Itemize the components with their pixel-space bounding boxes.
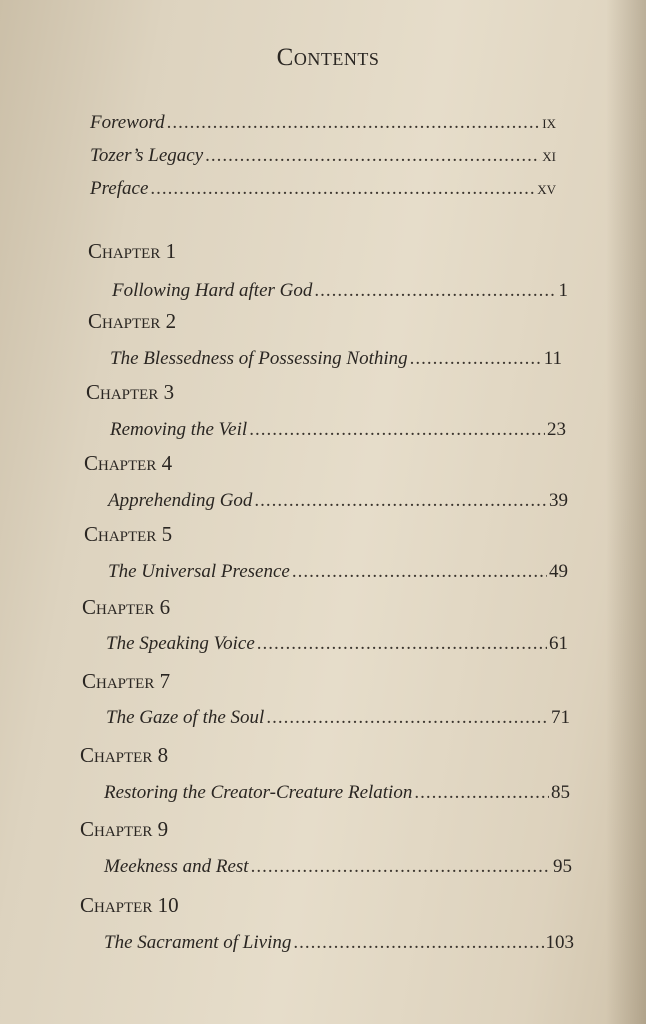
leader-dots (249, 419, 545, 441)
leader-dots (251, 856, 551, 878)
toc-entry-chapter-6 (106, 633, 568, 663)
toc-entry-chapter-10 (104, 932, 574, 962)
toc-entry-page: 1 (558, 280, 568, 301)
chapter-heading-5: Chapter 5 (84, 522, 173, 546)
toc-entry-page: 11 (543, 348, 562, 369)
leader-dots (167, 112, 541, 134)
leader-dots (292, 561, 547, 583)
toc-entry-page: xi (542, 145, 556, 165)
leader-dots (257, 633, 547, 655)
toc-entry-label: Foreword (90, 112, 165, 133)
leader-dots (254, 490, 547, 512)
toc-entry-chapter-1 (112, 280, 568, 310)
toc-entry-label: Preface (90, 178, 149, 199)
toc-entry-chapter-7 (106, 707, 570, 737)
toc-entry-foreword (90, 112, 556, 142)
leader-dots (314, 280, 556, 302)
toc-entry-chapter-2 (110, 348, 562, 378)
toc-entry-page: 49 (549, 561, 568, 582)
toc-entry-label: Restoring the Creator-Creature Relation (104, 782, 413, 803)
chapter-heading-1: Chapter 1 (88, 239, 177, 263)
toc-entry-chapter-9 (104, 856, 572, 886)
toc-entry-page: xv (537, 178, 556, 198)
toc-entry-label: Removing the Veil (110, 419, 248, 440)
chapter-heading-6: Chapter 6 (82, 595, 171, 619)
toc-entry-label: Apprehending God (108, 490, 253, 511)
toc-entry-chapter-8 (104, 782, 570, 812)
toc-entry-label: The Gaze of the Soul (106, 707, 265, 728)
toc-entry-label: The Speaking Voice (106, 633, 255, 654)
chapter-heading-4: Chapter 4 (84, 451, 173, 475)
chapter-heading-3: Chapter 3 (86, 380, 175, 404)
toc-entry-page: 95 (553, 856, 572, 877)
chapter-heading-2: Chapter 2 (88, 309, 177, 333)
chapter-heading-7: Chapter 7 (82, 669, 171, 693)
leader-dots (205, 145, 540, 167)
page-title: Contents (276, 44, 380, 71)
leader-dots (266, 707, 549, 729)
leader-dots (293, 932, 543, 954)
toc-entry-label: The Universal Presence (108, 561, 290, 582)
toc-entry-page: 39 (549, 490, 568, 511)
toc-entry-page: 23 (547, 419, 566, 440)
toc-entry-page: 85 (551, 782, 570, 803)
leader-dots (414, 782, 549, 804)
toc-entry-page: 61 (549, 633, 568, 654)
toc-entry-label: Meekness and Rest (104, 856, 249, 877)
toc-entry-page: 103 (545, 932, 574, 953)
leader-dots (150, 178, 535, 200)
chapter-heading-9: Chapter 9 (80, 817, 169, 841)
toc-entry-tozers-legacy (90, 145, 556, 175)
toc-entry-chapter-5 (108, 561, 568, 591)
page-shadow (606, 0, 646, 1024)
leader-dots (410, 348, 542, 370)
chapter-heading-8: Chapter 8 (80, 743, 169, 767)
toc-entry-label: Tozer’s Legacy (90, 145, 204, 166)
toc-entry-page: ix (542, 112, 556, 132)
chapter-heading-10: Chapter 10 (80, 893, 179, 917)
toc-entry-page: 71 (551, 707, 570, 728)
toc-entry-label: Following Hard after God (112, 280, 313, 301)
toc-entry-preface (90, 178, 556, 208)
toc-entry-label: The Sacrament of Living (104, 932, 292, 953)
toc-entry-chapter-3 (110, 419, 566, 449)
toc-entry-chapter-4 (108, 490, 568, 520)
toc-entry-label: The Blessedness of Possessing Nothing (110, 348, 408, 369)
